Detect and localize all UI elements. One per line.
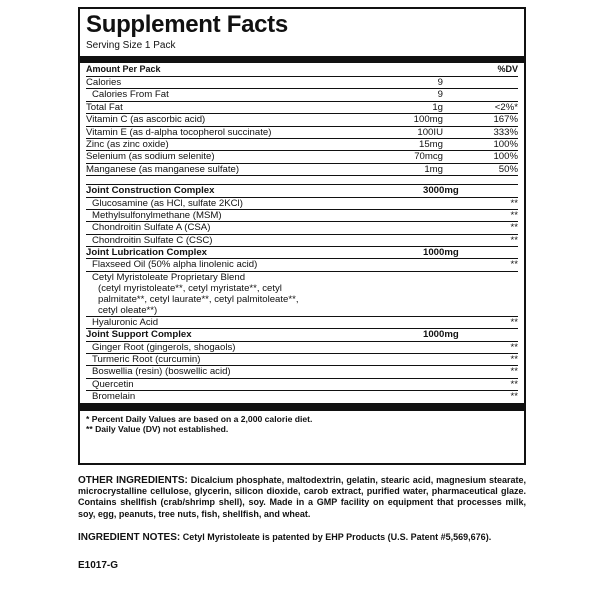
ingredient-name: Flaxseed Oil (50% alpha linolenic acid) [92, 259, 258, 271]
ingredient-name: Hyaluronic Acid [92, 316, 159, 328]
nutrient-row [86, 114, 518, 126]
ingredient-dv: ** [510, 354, 518, 366]
ingredient-name: Chondroitin Sulfate A (CSA) [92, 222, 211, 234]
nutrient-row [86, 127, 518, 139]
ingredient-dv: ** [510, 366, 518, 378]
nutrient-name: Manganese (as manganese sulfate) [86, 163, 240, 175]
ingredient-dv: ** [510, 209, 518, 221]
nutrient-name: Vitamin E (as d-alpha tocopherol succinate) [86, 126, 272, 138]
blend-line: palmitate**, cetyl laurate**, cetyl palmitoleate**, [98, 293, 299, 305]
complex-name: Joint Construction Complex [86, 185, 215, 197]
ingredient-row [86, 259, 518, 271]
ingredient-name: Bromelain [92, 391, 136, 403]
ingredient-name: Chondroitin Sulfate C (CSC) [92, 234, 213, 246]
other-ingredients [78, 475, 526, 520]
nutrient-dv: 50% [498, 163, 518, 175]
nutrient-name: Zinc (as zinc oxide) [86, 138, 169, 150]
ingredient-dv: ** [510, 391, 518, 403]
ingredient-dv: ** [510, 341, 518, 353]
other-ingredients-text: Dicalcium phosphate, maltodextrin, gelatin, stearic acid, magnesium stearate, microcrystalline cellulose, glycerin, silicon dioxide, carob extract, purified water, pharmaceutical glaze. Contains shellfish (crab/shrimp shell), soy. Made in a GMP facility on equipment that processes milk, soy, egg, peanuts, tree nuts, fish, shellfish, and wheat. [78, 475, 527, 519]
nutrient-row [86, 89, 518, 101]
complex-amount: 3000mg [423, 185, 459, 197]
ingredient-row [86, 198, 518, 210]
proprietary-blend [86, 272, 518, 317]
nutrient-amount: 9 [437, 89, 443, 101]
ingredient-row [86, 366, 518, 378]
nutrient-name: Calories [86, 77, 122, 88]
ingredient-row [86, 391, 518, 402]
ingredient-row [86, 222, 518, 234]
nutrient-dv: 167% [493, 114, 518, 126]
ingredient-row [86, 210, 518, 222]
nutrient-amount: 9 [437, 77, 443, 88]
ingredient-notes-text: Cetyl Myristoleate is patented by EHP Products (U.S. Patent #5,569,676). [182, 532, 492, 542]
ingredient-name: Turmeric Root (curcumin) [92, 354, 201, 366]
nutrient-amount: 15mg [419, 138, 443, 150]
section-gap [86, 176, 518, 185]
blend-name: Cetyl Myristoleate Proprietary Blend [92, 271, 246, 283]
panel-title: Supplement Facts [86, 11, 288, 38]
nutrient-row [86, 102, 518, 114]
ingredient-name: Methylsulfonylmethane (MSM) [92, 209, 222, 221]
nutrient-amount: 100IU [417, 126, 443, 138]
complex-header [86, 185, 518, 197]
complex-amount: 1000mg [423, 329, 459, 341]
ingredient-notes-label: INGREDIENT NOTES: [78, 532, 181, 543]
ingredient-notes [78, 532, 526, 543]
nutrient-dv: 333% [493, 126, 518, 138]
other-ingredients-label: OTHER INGREDIENTS: [78, 475, 188, 486]
amount-header-row [86, 63, 518, 77]
complex-header [86, 329, 518, 341]
complex-amount: 1000mg [423, 247, 459, 259]
ingredient-row [86, 354, 518, 366]
ingredient-row [86, 379, 518, 391]
ingredient-row [86, 317, 518, 329]
complex-name: Joint Lubrication Complex [86, 247, 207, 259]
nutrient-dv: <2%* [494, 101, 518, 113]
ingredient-name: Boswellia (resin) (boswellic acid) [92, 366, 231, 378]
nutrient-amount: 100mg [413, 114, 443, 126]
nutrient-amount: 1g [432, 101, 443, 113]
blend-line: (cetyl myristoleate**, cetyl myristate**, cetyl [98, 282, 282, 294]
ingredient-dv: ** [510, 378, 518, 390]
nutrient-name: Selenium (as sodium selenite) [86, 151, 215, 163]
footnote-dv: * Percent Daily Values are based on a 2,000 calorie diet. [86, 413, 313, 424]
supplement-facts-panel [78, 7, 526, 465]
ingredient-name: Quercetin [92, 378, 134, 390]
thick-divider [80, 56, 524, 63]
nutrient-amount: 70mcg [414, 151, 443, 163]
footnotes [86, 414, 518, 434]
ingredient-name: Ginger Root (gingerols, shogaols) [92, 341, 236, 353]
nutrient-dv: 100% [493, 151, 518, 163]
ingredient-dv: ** [510, 316, 518, 328]
amount-per-label: Amount Per Pack [86, 64, 161, 74]
nutrient-row [86, 139, 518, 151]
footnote-not-established: ** Daily Value (DV) not established. [86, 423, 229, 434]
complex-name: Joint Support Complex [86, 329, 192, 341]
ingredient-row [86, 235, 518, 247]
ingredient-dv: ** [510, 259, 518, 271]
nutrient-amount: 1mg [424, 163, 443, 175]
nutrient-row [86, 164, 518, 176]
nutrient-row [86, 151, 518, 163]
nutrient-dv: 100% [493, 138, 518, 150]
thick-divider [80, 403, 524, 411]
nutrient-name: Vitamin C (as ascorbic acid) [86, 114, 206, 126]
ingredient-row [86, 342, 518, 354]
ingredient-dv: ** [510, 234, 518, 246]
ingredient-name: Glucosamine (as HCl, sulfate 2KCl) [92, 197, 243, 209]
product-code: E1017-G [78, 560, 119, 571]
nutrient-name: Total Fat [86, 101, 123, 113]
ingredient-dv: ** [510, 222, 518, 234]
complex-header [86, 247, 518, 259]
serving-size: Serving Size 1 Pack [86, 40, 176, 51]
ingredient-dv: ** [510, 197, 518, 209]
dv-header: %DV [497, 64, 518, 74]
nutrient-name: Calories From Fat [92, 89, 169, 101]
nutrient-row [86, 77, 518, 89]
blend-line: cetyl oleate**) [98, 304, 158, 316]
